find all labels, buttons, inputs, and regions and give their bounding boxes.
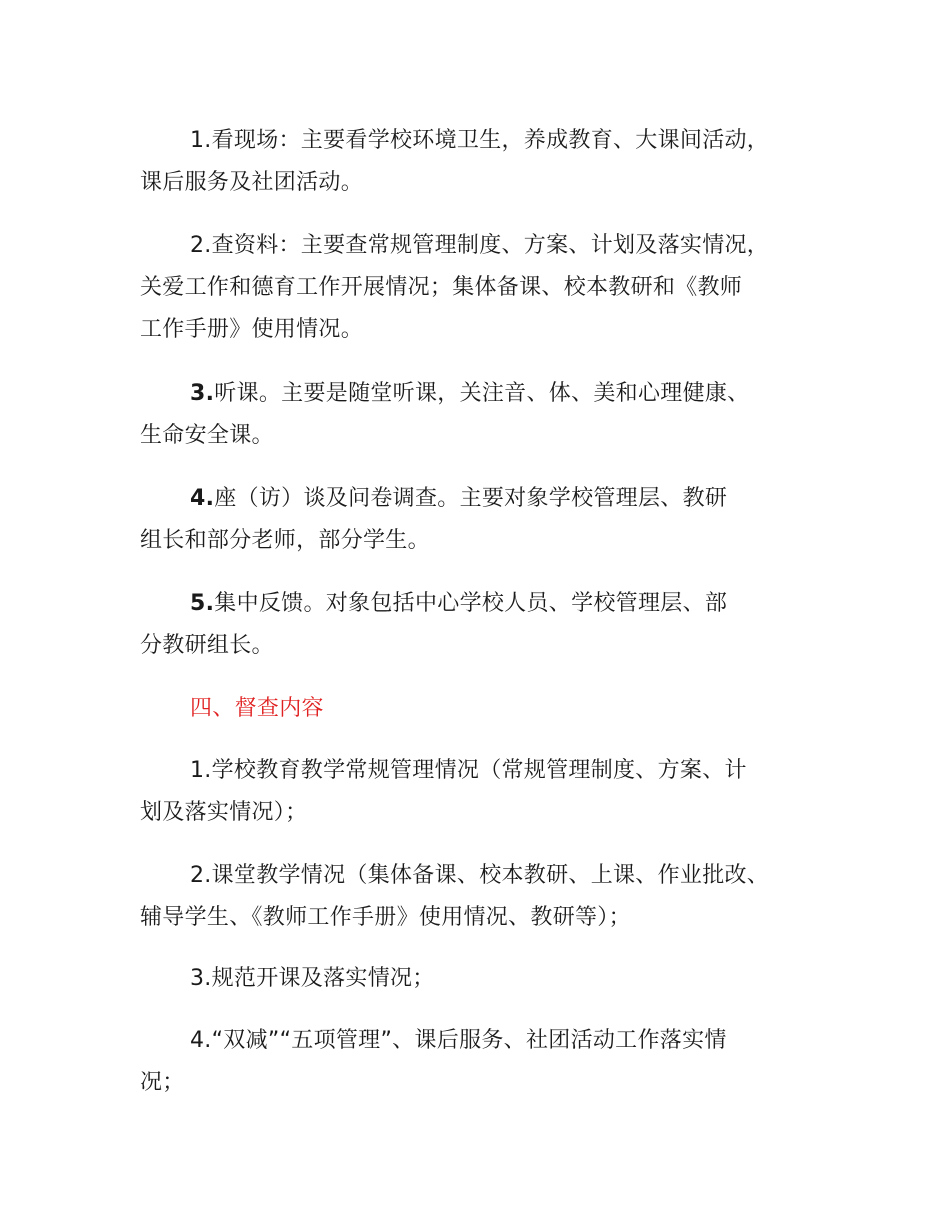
item-text-line: 况； <box>140 1070 185 1095</box>
item-text-line: 集中反馈。对象包括中心学校人员、学校管理层、部 <box>214 591 728 616</box>
item-number: 2. <box>190 863 212 888</box>
item-text-line: “双减”“五项管理”、课后服务、社团活动工作落实情 <box>211 1028 727 1053</box>
item-text-line: 学校教育教学常规管理情况（常规管理制度、方案、计 <box>211 758 747 783</box>
item-text-line: 工作手册》使用情况。 <box>140 317 364 342</box>
item-number: 1. <box>190 758 212 783</box>
item-text-line: 生命安全课。 <box>140 423 274 448</box>
item-number: 1. <box>190 128 212 153</box>
item-text-line: 规范开课及落实情况； <box>211 966 435 991</box>
method-item-4 <box>140 478 840 562</box>
item-text-line: 座（访）谈及问卷调查。主要对象学校管理层、教研 <box>214 486 728 511</box>
item-text-line: 辅导学生、《教师工作手册》使用情况、教研等）； <box>140 905 631 930</box>
method-item-3 <box>140 373 840 457</box>
item-text-line: 课后服务及社团活动。 <box>140 170 364 195</box>
item-number: 3. <box>190 966 212 991</box>
content-item-4 <box>140 1020 840 1104</box>
content-item-3 <box>140 958 840 1000</box>
item-text-line: 课堂教学情况（集体备课、校本教研、上课、作业批改、 <box>211 863 770 888</box>
item-number: 4. <box>190 486 215 511</box>
item-text-line: 看现场：主要看学校环境卫生，养成教育、大课间活动， <box>211 128 770 153</box>
item-text-line: 听课。主要是随堂听课，关注音、体、美和心理健康、 <box>214 381 750 406</box>
item-number: 2. <box>190 233 212 258</box>
item-text-line: 关爱工作和德育工作开展情况；集体备课、校本教研和《教师 <box>140 275 743 300</box>
item-text-line: 组长和部分老师，部分学生。 <box>140 528 430 553</box>
method-item-1 <box>140 120 840 204</box>
content-item-2 <box>140 855 840 939</box>
item-number: 5. <box>190 591 215 616</box>
item-number: 3. <box>190 381 215 406</box>
item-text-line: 划及落实情况）； <box>140 800 308 825</box>
content-item-1 <box>140 750 840 834</box>
section-heading-text: 四、督查内容 <box>190 696 324 721</box>
item-text-line: 查资料：主要查常规管理制度、方案、计划及落实情况， <box>211 233 770 258</box>
item-number: 4. <box>190 1028 212 1053</box>
method-item-5 <box>140 583 840 667</box>
item-text-line: 分教研组长。 <box>140 633 274 658</box>
method-item-2 <box>140 225 840 351</box>
section-heading <box>140 688 840 730</box>
